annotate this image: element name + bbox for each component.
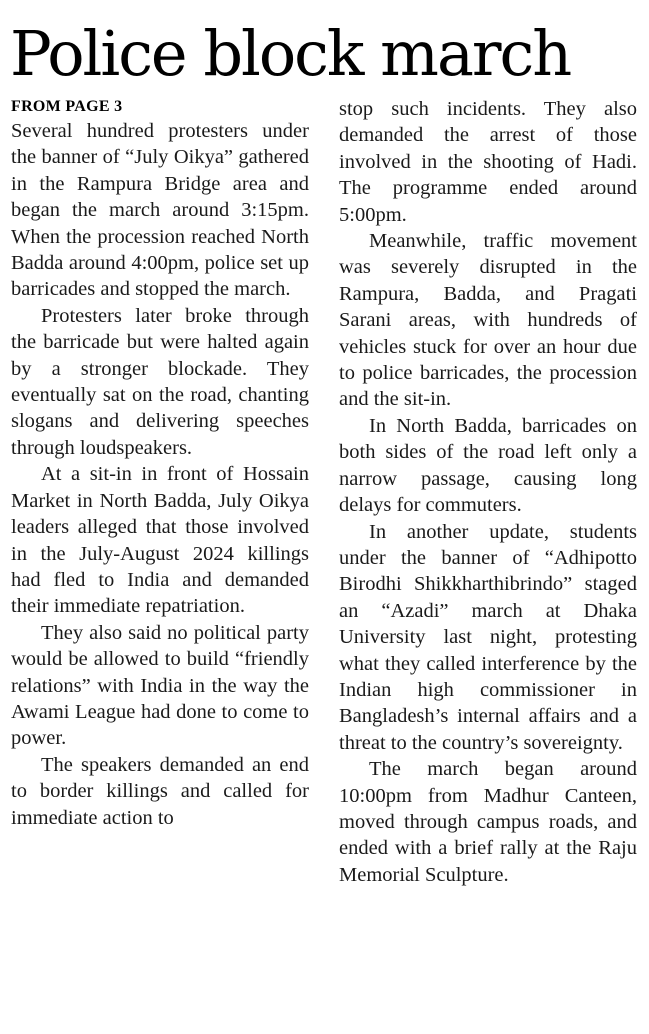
headline: Police block march [10, 17, 571, 90]
paragraph: Several hundred protesters under the banner of “July Oikya” gathered in the Rampura Bridge area and began the march around 3:15pm. When the procession reached North Badda around 4:00pm, police set up barricades and stopped the march. [11, 120, 309, 301]
article-column-right [339, 96, 637, 888]
article-column-left [11, 96, 309, 831]
paragraph: Protesters later broke through the barricade but were halted again by a stronger blockade. They eventually sat on the road, chanting slogans and delivering speeches through loudspeakers. [11, 304, 309, 459]
paragraph: In North Badda, barricades on both sides of the road left only a narrow passage, causing long delays for commuters. [339, 414, 637, 517]
paragraph: The speakers demanded an end to border killings and called for immediate action to [11, 753, 309, 829]
paragraph: In another update, students under the banner of “Adhipotto Birodhi Shikkharthibrindo” staged an “Azadi” march at Dhaka University last night, protesting what they called interference by the Indian high commissioner in Bangladesh’s internal affairs and a threat to the country’s sovereignty. [339, 520, 637, 754]
paragraph: At a sit-in in front of Hossain Market in North Badda, July Oikya leaders alleged that those involved in the July-August 2024 killings had fled to India and demanded their immediate repatriation. [11, 463, 309, 618]
paragraph: Meanwhile, traffic movement was severely disrupted in the Rampura, Badda, and Pragati Sarani areas, with hundreds of vehicles stuck for over an hour due to police barricades, the procession and the sit-in. [339, 230, 637, 411]
paragraph-continuation: stop such incidents. They also demanded the arrest of those involved in the shooting of Hadi. The programme ended around 5:00pm. [339, 98, 637, 226]
paragraph: They also said no political party would be allowed to build “friendly relations” with India in the way the Awami League had done to come to power. [11, 621, 309, 750]
paragraph: The march began around 10:00pm from Madhur Canteen, moved through campus roads, and ended with a brief rally at the Raju Memorial Sculpture. [339, 758, 637, 886]
kicker: FROM PAGE 3 [11, 98, 123, 115]
